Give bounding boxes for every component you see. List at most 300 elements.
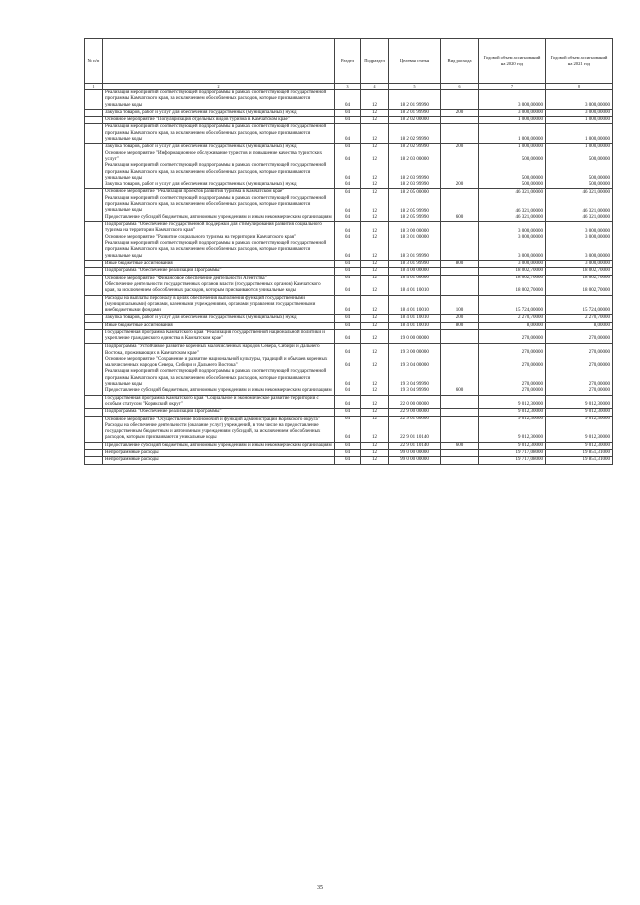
- row-podrazdel-value: 12: [372, 234, 377, 240]
- row-description-text: Непрограммные расходы: [105, 457, 159, 463]
- row-description: [103, 343, 335, 395]
- row-razdel-value: 04: [345, 388, 350, 394]
- row-razdel: [335, 343, 361, 395]
- row-amount-2021-value: 46 321,00000: [582, 189, 610, 195]
- row-description-text: Закупка товаров, работ и услуг для обеспечения государственных (муниципальных) нужд: [105, 109, 297, 115]
- row-amount-2020-value: 18 002,70000: [515, 288, 543, 294]
- row-expense-type: [441, 395, 479, 409]
- column-index: 5: [389, 84, 441, 90]
- row-amount-2020: 270,00000: [479, 330, 546, 344]
- row-amount-2021: 9 012,30000: [546, 442, 613, 449]
- row-expense-type-value: 600: [455, 388, 464, 394]
- row-razdel: 04: [335, 268, 361, 275]
- row-razdel-value: 04: [345, 363, 350, 369]
- row-expense-type-value: [443, 370, 476, 389]
- row-expense-type: 600: [441, 442, 479, 449]
- row-razdel: 04: [335, 260, 361, 267]
- row-expense-type-value: 200: [455, 144, 464, 150]
- row-target-article: [389, 416, 441, 442]
- row-description: [103, 109, 335, 116]
- header-podrazdel: Подраздел: [361, 39, 389, 84]
- row-amount-2021-value: 270,00000: [588, 382, 610, 388]
- row-amount-2020-value: 270,00000: [521, 363, 543, 369]
- row-description: [103, 144, 335, 189]
- row-amount-2021: [546, 343, 613, 395]
- row-description-text: Основное мероприятие "Развитие социального туризма на территории Камчатского края": [105, 234, 297, 240]
- row-amount-2020-value: 500,00000: [521, 157, 543, 163]
- row-target-article-value: 18 4 01 00000: [400, 275, 429, 281]
- row-description-text: Реализация мероприятий соответствующей подпрограммы в рамках соответствующей государственной программы Камчатского края, за исключением обособленных расходов, которые присваиваются уникальные коды: [105, 369, 327, 388]
- row-target-article: 18 2 01 99990: [389, 90, 441, 110]
- row-description-text: Предоставление субсидий бюджетным, автономным учреждениям и иным некоммерческим организациям: [105, 214, 332, 220]
- table-row: [85, 275, 613, 295]
- row-amount-2020: 9 012,30000: [479, 409, 546, 416]
- row-amount-2020-value: 9 012,30000: [518, 416, 543, 422]
- row-expense-type-value: [443, 163, 476, 182]
- row-razdel-value: 04: [345, 144, 350, 150]
- row-number: [85, 343, 103, 395]
- table-row: [85, 395, 613, 409]
- row-target-article: [389, 221, 441, 260]
- row-podrazdel: 12: [361, 90, 389, 110]
- row-podrazdel-value: 12: [372, 388, 377, 394]
- row-amount-2021: [546, 221, 613, 260]
- row-amount-2021-value: 270,00000: [588, 388, 610, 394]
- row-expense-type: [441, 221, 479, 260]
- row-target-article: [389, 343, 441, 395]
- row-podrazdel-value: 12: [372, 350, 377, 356]
- row-amount-2020: 2 270,70000: [479, 315, 546, 322]
- table-row: [85, 189, 613, 221]
- row-target-article: 18 2 01 99990: [389, 109, 441, 116]
- row-description-text: Государственная программа Камчатского края "Социальное и экономическое развитие территории с особым статусом "Корякский округ": [105, 395, 319, 407]
- row-amount-2020-value: 270,00000: [521, 350, 543, 356]
- row-podrazdel: 12: [361, 260, 389, 267]
- row-expense-type-value: [443, 222, 476, 235]
- row-description-text: Закупка товаров, работ и услуг для обеспечения государственных (муниципальных) нужд: [105, 315, 297, 321]
- header-name: [103, 39, 335, 84]
- row-amount-2021-value: 3 000,00000: [585, 228, 610, 234]
- header-amount-2021: Годовой объем ассигнований на 2021 год: [546, 39, 613, 84]
- row-description: [103, 315, 335, 322]
- budget-table-container: [84, 38, 612, 465]
- row-podrazdel-value: 12: [372, 189, 377, 195]
- row-number: [85, 144, 103, 189]
- row-expense-type: [441, 90, 479, 110]
- row-podrazdel: 12: [361, 268, 389, 275]
- row-podrazdel-value: 12: [372, 288, 377, 294]
- row-target-article-value: 19 3 04 00000: [400, 363, 429, 369]
- row-target-article-value: 18 4 01 10010: [400, 288, 429, 294]
- table-header-row: [85, 39, 613, 84]
- row-description-text: Расходы на выплаты персоналу в целях обеспечения выполнения функций государственными (муниципальными) органами, казенными учреждениями, органами управления государственными внебюджетными фондами: [105, 295, 316, 314]
- row-description: [103, 457, 335, 464]
- column-index: 1: [85, 84, 103, 90]
- row-number: [85, 449, 103, 456]
- row-target-article: 99 0 00 00000: [389, 457, 441, 464]
- row-description-text: Непрограммные расходы: [105, 449, 159, 455]
- row-target-article: 19 0 00 00000: [389, 330, 441, 344]
- row-description: [103, 221, 335, 260]
- row-description: [103, 189, 335, 221]
- header-amount-2020: Годовой объем ассигнований на 2020 год: [479, 39, 546, 84]
- row-amount-2021-value: 3 000,00000: [585, 253, 610, 259]
- row-description: [103, 395, 335, 409]
- row-podrazdel-value: 12: [372, 435, 377, 441]
- row-razdel: 04: [335, 315, 361, 322]
- row-amount-2020-value: 270,00000: [521, 388, 543, 394]
- row-amount-2021: 3 000,00000: [546, 109, 613, 116]
- row-description-text: Государственная программа Камчатского края "Реализация государственной национальной политики и укрепление гражданского единства в Камчатском крае": [105, 330, 325, 342]
- row-razdel: 04: [335, 409, 361, 416]
- row-description-text: Подпрограмма "Обеспечение реализации Программы": [105, 268, 222, 274]
- row-amount-2021: 9 012,30000: [546, 409, 613, 416]
- row-description: [103, 330, 335, 344]
- row-razdel-value: 04: [345, 234, 350, 240]
- row-description-text: Основное мероприятие "Информационное обслуживание туристов и повышение качества туристских услуг": [105, 150, 323, 162]
- row-target-article: [389, 144, 441, 189]
- row-description: [103, 416, 335, 442]
- row-description-text: Подпрограмма "Обеспечение государственной поддержки для стимулирования развития социального туризма на территории Камчатского края": [105, 222, 322, 234]
- row-amount-2021: 2 270,70000: [546, 315, 613, 322]
- row-expense-type: [441, 117, 479, 124]
- row-description-text: Основное мероприятие "Сохранение и развитие национальной культуры, традиций и обычаев коренных малочисленных народов Севера, Сибири и Дальнего Востока": [105, 356, 328, 369]
- row-amount-2020-value: 3 000,00000: [518, 253, 543, 259]
- row-description-text: Реализация мероприятий соответствующей подпрограммы в рамках соответствующей государственной программы Камчатского края, за исключением обособленных расходов, которые присваиваются уникальные коды: [105, 90, 327, 108]
- row-amount-2021: [546, 189, 613, 221]
- row-amount-2020: 1 000,00000: [479, 124, 546, 144]
- row-target-article-value: 18 2 03 00000: [400, 157, 429, 163]
- column-index: 8: [546, 84, 613, 90]
- row-description: [103, 124, 335, 144]
- row-expense-type-value: [443, 196, 476, 215]
- row-expense-type: [441, 275, 479, 295]
- row-podrazdel-value: 12: [372, 416, 377, 422]
- row-amount-2021-value: 3 000,00000: [585, 234, 610, 240]
- table-row: [85, 221, 613, 260]
- table-row: [85, 260, 613, 267]
- row-amount-2020: 3 000,00000: [479, 90, 546, 110]
- row-description: [103, 117, 335, 124]
- row-number: [85, 221, 103, 260]
- row-amount-2021-value: 1 000,00000: [585, 144, 610, 150]
- row-description-text: Реализация мероприятий соответствующей подпрограммы в рамках соответствующей государственной программы Камчатского края, за исключением обособленных расходов, которые присваиваются уникальные коды: [105, 163, 327, 181]
- row-description-text: Подпрограмма "Обеспечение реализации Программы": [105, 409, 222, 415]
- table-row: [85, 330, 613, 344]
- row-description: [103, 275, 335, 295]
- row-razdel-value: 04: [345, 275, 350, 281]
- row-razdel: [335, 275, 361, 295]
- row-expense-type-value: 600: [455, 214, 464, 220]
- row-number: [85, 409, 103, 416]
- row-razdel: 04: [335, 322, 361, 329]
- row-expense-type-value: [443, 344, 476, 357]
- row-amount-2021-value: 500,00000: [588, 157, 610, 163]
- row-amount-2020: [479, 275, 546, 295]
- table-row: [85, 315, 613, 322]
- row-expense-type: [441, 409, 479, 416]
- table-row: [85, 409, 613, 416]
- row-description: [103, 260, 335, 267]
- row-expense-type: [441, 144, 479, 189]
- table-row: [85, 117, 613, 124]
- row-amount-2020: [479, 416, 546, 442]
- row-amount-2020: 19 717,08000: [479, 449, 546, 456]
- row-razdel: [335, 416, 361, 442]
- row-razdel-value: 04: [345, 253, 350, 259]
- row-razdel: 04: [335, 109, 361, 116]
- row-amount-2020-value: 3 000,00000: [518, 228, 543, 234]
- row-podrazdel: 12: [361, 409, 389, 416]
- row-amount-2021: 8,00000: [546, 322, 613, 329]
- table-row: [85, 343, 613, 395]
- row-number: [85, 90, 103, 110]
- row-expense-type-value: [443, 423, 476, 442]
- row-expense-type: [441, 449, 479, 456]
- row-podrazdel-value: 12: [372, 144, 377, 150]
- row-amount-2020-value: 46 321,00000: [515, 189, 543, 195]
- row-target-article-value: 18 3 00 00000: [400, 228, 429, 234]
- row-expense-type-value: [443, 357, 476, 370]
- row-podrazdel-value: 12: [372, 182, 377, 188]
- row-podrazdel-value: 12: [372, 208, 377, 214]
- row-description-text: Основное мероприятие "Осуществление полномочий и функций администрации Корякского округа": [105, 416, 320, 422]
- row-target-article-value: 18 2 03 99990: [400, 176, 429, 182]
- row-target-article: 22 9 00 00000: [389, 409, 441, 416]
- row-target-article-value: 19 3 04 99990: [400, 388, 429, 394]
- row-target-article-value: 18 2 05 99990: [400, 214, 429, 220]
- row-expense-type: [441, 124, 479, 144]
- row-podrazdel: 12: [361, 449, 389, 456]
- row-number: [85, 109, 103, 116]
- row-razdel: 04: [335, 449, 361, 456]
- row-number: [85, 322, 103, 329]
- row-description-text: Основное мероприятие "Финансовое обеспечение деятельности Агентства": [105, 275, 267, 281]
- row-description: [103, 295, 335, 315]
- row-podrazdel: 12: [361, 124, 389, 144]
- row-expense-type: 200: [441, 315, 479, 322]
- table-row: [85, 124, 613, 144]
- row-amount-2020: 1 000,00000: [479, 117, 546, 124]
- row-razdel-value: 04: [345, 382, 350, 388]
- row-description-text: Предоставление субсидий бюджетным, автономным учреждениям и иным некоммерческим организациям: [105, 442, 332, 448]
- row-target-article-value: 22 9 01 00000: [400, 416, 429, 422]
- row-expense-type: [441, 343, 479, 395]
- row-target-article: 18 4 00 00000: [389, 268, 441, 275]
- row-target-article-value: 19 3 04 99990: [400, 382, 429, 388]
- row-amount-2021: 3 000,00000: [546, 90, 613, 110]
- table-row: [85, 457, 613, 464]
- row-expense-type: [441, 330, 479, 344]
- row-podrazdel-value: 12: [372, 382, 377, 388]
- row-amount-2021: [546, 416, 613, 442]
- row-target-article: 22 0 00 00000: [389, 395, 441, 409]
- row-description: [103, 449, 335, 456]
- row-podrazdel: 12: [361, 330, 389, 344]
- row-amount-2020-value: 500,00000: [521, 176, 543, 182]
- row-expense-type-value: [443, 282, 476, 295]
- row-target-article: 18 4 01 10010: [389, 322, 441, 329]
- row-podrazdel-value: 12: [372, 176, 377, 182]
- row-podrazdel: [361, 275, 389, 295]
- row-description-text: Основное мероприятие "Популяризация отдельных видов туризма в Камчатском крае": [105, 117, 290, 123]
- row-expense-type: [441, 416, 479, 442]
- row-razdel-value: 04: [345, 182, 350, 188]
- row-amount-2020-value: 270,00000: [521, 382, 543, 388]
- row-number: [85, 442, 103, 449]
- row-podrazdel: 12: [361, 442, 389, 449]
- row-amount-2021: 3 000,00000: [546, 260, 613, 267]
- row-podrazdel: 12: [361, 395, 389, 409]
- row-number: [85, 330, 103, 344]
- row-amount-2021: 18 002,70000: [546, 268, 613, 275]
- header-num: № п/п: [85, 39, 103, 84]
- row-description: [103, 268, 335, 275]
- row-amount-2021-value: 18 002,70000: [582, 288, 610, 294]
- row-razdel: 04: [335, 295, 361, 315]
- row-amount-2020: [479, 221, 546, 260]
- row-razdel: 04: [335, 124, 361, 144]
- row-amount-2020-value: 18 002,70000: [515, 275, 543, 281]
- row-razdel-value: 04: [345, 157, 350, 163]
- row-amount-2021: [546, 144, 613, 189]
- row-description-text: Подпрограмма "Устойчивое развитие коренных малочисленных народов Севера, Сибири и Дальнего Востока, проживающих в Камчатском крае": [105, 344, 320, 356]
- row-description: [103, 322, 335, 329]
- row-podrazdel: 12: [361, 109, 389, 116]
- table-row: [85, 295, 613, 315]
- row-razdel-value: 04: [345, 435, 350, 441]
- row-number: [85, 295, 103, 315]
- row-target-article: 18 4 01 10010: [389, 315, 441, 322]
- table-row: [85, 144, 613, 189]
- row-expense-type: [441, 268, 479, 275]
- column-index: 3: [335, 84, 361, 90]
- row-podrazdel: [361, 221, 389, 260]
- row-description-text: Обеспечение деятельности государственных органов власти (государственных органов) Камчатского края, за исключением обособленных расходов, которым присваиваются уникальные коды: [105, 281, 321, 294]
- page-number: 35: [317, 885, 323, 891]
- row-number: [85, 275, 103, 295]
- row-description-text: Предоставление субсидий бюджетным, автономным учреждениям и иным некоммерческим организациям: [105, 388, 332, 394]
- row-description: [103, 90, 335, 110]
- row-amount-2021: 1 000,00000: [546, 124, 613, 144]
- column-index: 7: [479, 84, 546, 90]
- row-target-article-value: 18 2 05 99990: [400, 208, 429, 214]
- column-index: 6: [441, 84, 479, 90]
- row-amount-2020-value: 1 000,00000: [518, 144, 543, 150]
- row-number: [85, 457, 103, 464]
- row-number: [85, 260, 103, 267]
- row-razdel-value: 04: [345, 288, 350, 294]
- row-description: [103, 442, 335, 449]
- row-amount-2020-value: 500,00000: [521, 182, 543, 188]
- row-podrazdel: [361, 144, 389, 189]
- row-description-text: Иные бюджетные ассигнования: [105, 322, 173, 328]
- row-description-text: Основное мероприятие "Реализация проектов развития туризма в Камчатском крае": [105, 189, 285, 195]
- row-razdel: [335, 144, 361, 189]
- row-target-article: [389, 189, 441, 221]
- header-target-article: Целевая статья: [389, 39, 441, 84]
- row-amount-2021: 1 000,00000: [546, 117, 613, 124]
- row-razdel-value: 04: [345, 228, 350, 234]
- row-razdel: 04: [335, 395, 361, 409]
- row-podrazdel: 12: [361, 117, 389, 124]
- header-expense-type: Вид расхода: [441, 39, 479, 84]
- row-amount-2021-value: 46 321,00000: [582, 214, 610, 220]
- row-description-text: Закупка товаров, работ и услуг для обеспечения государственных (муниципальных) нужд: [105, 182, 297, 188]
- row-number: [85, 189, 103, 221]
- row-amount-2021: 19 851,31000: [546, 449, 613, 456]
- row-target-article-value: 19 3 00 00000: [400, 350, 429, 356]
- row-target-article: 22 9 01 10140: [389, 442, 441, 449]
- row-razdel: 04: [335, 330, 361, 344]
- row-number: [85, 416, 103, 442]
- row-target-article-value: 18 2 02 99990: [400, 144, 429, 150]
- row-amount-2020-value: 3 000,00000: [518, 234, 543, 240]
- row-target-article: 18 2 02 00000: [389, 117, 441, 124]
- table-row: [85, 268, 613, 275]
- row-podrazdel-value: 12: [372, 275, 377, 281]
- row-amount-2021-value: 500,00000: [588, 176, 610, 182]
- row-podrazdel: [361, 343, 389, 395]
- row-description: [103, 409, 335, 416]
- row-razdel: 04: [335, 117, 361, 124]
- row-razdel-value: 04: [345, 416, 350, 422]
- row-amount-2021-value: 270,00000: [588, 363, 610, 369]
- row-amount-2021-value: 270,00000: [588, 350, 610, 356]
- table-row: [85, 109, 613, 116]
- row-description-text: Реализация мероприятий соответствующей подпрограммы в рамках соответствующей государственной программы Камчатского края, за исключением обособленных расходов, которые присваиваются уникальные коды: [105, 124, 327, 143]
- row-number: [85, 124, 103, 144]
- row-description-text: Реализация мероприятий соответствующей подпрограммы в рамках соответствующей государственной программы Камчатского края, за исключением обособленных расходов, которые присваиваются уникальные коды: [105, 241, 327, 259]
- row-description-text: Реализация мероприятий соответствующей подпрограммы в рамках соответствующей государственной программы Камчатского края, за исключением обособленных расходов, которые присваиваются уникальные коды: [105, 195, 327, 214]
- row-podrazdel: [361, 416, 389, 442]
- table-row: [85, 449, 613, 456]
- row-razdel-value: 04: [345, 214, 350, 220]
- row-target-article-value: 18 2 05 00000: [400, 189, 429, 195]
- row-amount-2021: 15 724,00000: [546, 295, 613, 315]
- table-row: [85, 90, 613, 110]
- row-podrazdel: [361, 189, 389, 221]
- row-target-article-value: 22 9 01 10140: [400, 435, 429, 441]
- row-target-article: 18 2 02 99990: [389, 124, 441, 144]
- row-razdel: [335, 221, 361, 260]
- row-razdel: 04: [335, 457, 361, 464]
- row-podrazdel-value: 12: [372, 228, 377, 234]
- row-amount-2021-value: 9 012,30000: [585, 416, 610, 422]
- row-expense-type: [441, 457, 479, 464]
- row-razdel: 04: [335, 442, 361, 449]
- column-index: 2: [103, 84, 335, 90]
- row-razdel: [335, 189, 361, 221]
- row-podrazdel-value: 12: [372, 363, 377, 369]
- row-podrazdel: 12: [361, 315, 389, 322]
- row-amount-2020: [479, 189, 546, 221]
- row-amount-2021-value: 9 012,30000: [585, 435, 610, 441]
- row-podrazdel-value: 12: [372, 157, 377, 163]
- table-body: [85, 90, 613, 465]
- row-podrazdel-value: 12: [372, 253, 377, 259]
- row-amount-2021-value: 18 002,70000: [582, 275, 610, 281]
- header-razdel: Раздел: [335, 39, 361, 84]
- row-amount-2020: 9 012,30000: [479, 395, 546, 409]
- row-expense-type-value: [443, 241, 476, 260]
- row-amount-2021: 19 851,31000: [546, 457, 613, 464]
- row-expense-type-value: [443, 150, 476, 163]
- table-row: [85, 442, 613, 449]
- row-expense-type: 800: [441, 260, 479, 267]
- row-amount-2020: 3 000,00000: [479, 109, 546, 116]
- row-target-article-value: 18 3 01 99990: [400, 253, 429, 259]
